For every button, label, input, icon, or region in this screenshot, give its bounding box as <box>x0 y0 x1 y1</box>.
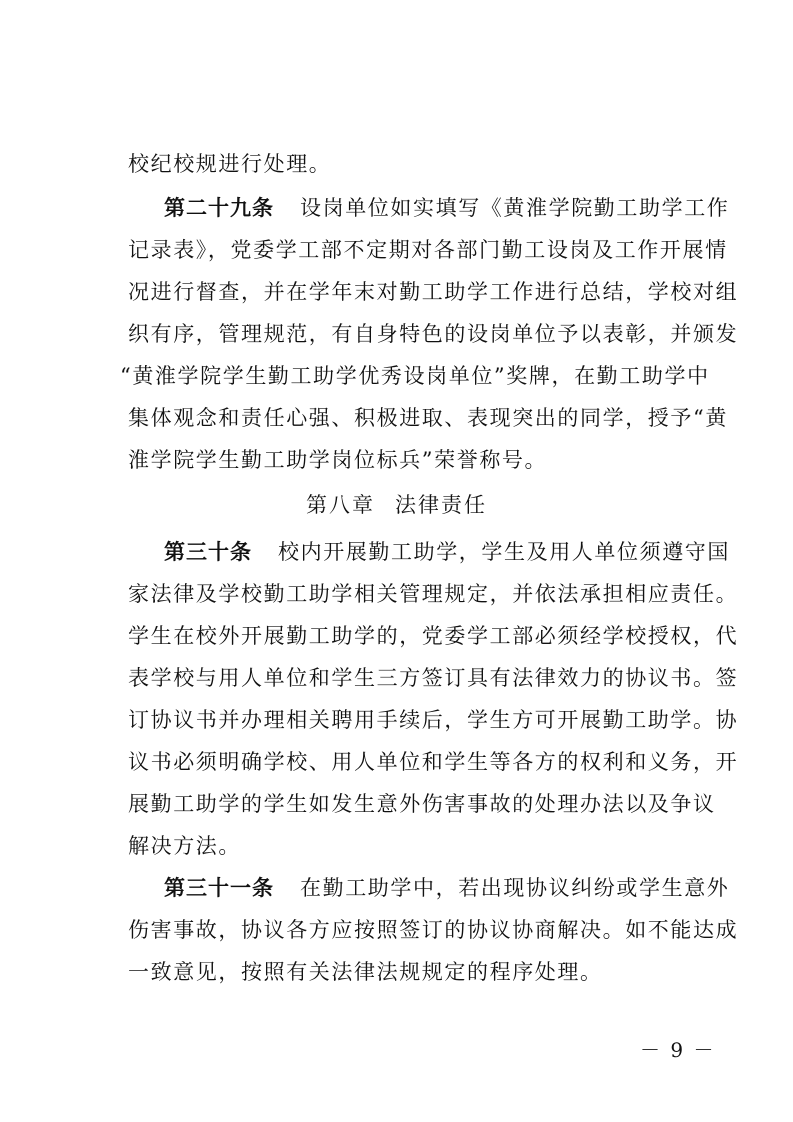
text-line: 议书必须明确学校、用人单位和学生等各方的权利和义务，开 <box>128 750 739 774</box>
article-31-title: 第三十一条 <box>164 876 274 900</box>
article-29-first-line <box>164 196 729 220</box>
text-line: 学生在校外开展勤工助学的，党委学工部必须经学校授权，代 <box>128 624 739 648</box>
text-line: 校纪校规进行处理。 <box>128 152 332 176</box>
text-line: 校内开展勤工助学，学生及用人单位须遵守国 <box>278 540 730 564</box>
text-line: “黄淮学院学生勤工助学优秀设岗单位”奖牌，在勤工助学中 <box>120 364 710 388</box>
chapter-heading <box>0 493 793 517</box>
text-line: 伤害事故，协议各方应按照签订的协议协商解决。如不能达成 <box>128 918 739 942</box>
page-number: － 9 － <box>640 1038 716 1062</box>
article-31-first-line <box>164 876 729 900</box>
text-line: 解决方法。 <box>128 834 241 858</box>
text-line: 设岗单位如实填写《黄淮学院勤工助学工作 <box>300 196 730 220</box>
text-line: 订协议书并办理相关聘用手续后，学生方可开展勤工助学。协 <box>128 708 739 732</box>
text-line: 织有序，管理规范，有自身特色的设岗单位予以表彰，并颁发 <box>128 322 739 346</box>
text-line: 一致意见，按照有关法律法规规定的程序处理。 <box>128 960 603 984</box>
text-line: 记录表》，党委学工部不定期对各部门勤工设岗及工作开展情 <box>128 238 728 262</box>
text-line: 表学校与用人单位和学生三方签订具有法律效力的协议书。签 <box>128 666 739 690</box>
text-line: 展勤工助学的学生如发生意外伤害事故的处理办法以及争议 <box>128 792 716 816</box>
text-line: 况进行督查，并在学年末对勤工助学工作进行总结，学校对组 <box>128 280 739 304</box>
text-line: 淮学院学生勤工助学岗位标兵”荣誉称号。 <box>128 448 548 472</box>
chapter-number: 第八章 <box>306 493 375 517</box>
article-30-first-line <box>164 540 730 564</box>
text-line: 在勤工助学中，若出现协议纠纷或学生意外 <box>300 876 730 900</box>
text-line: 家法律及学校勤工助学相关管理规定，并依法承担相应责任。 <box>128 582 739 606</box>
article-29-title: 第二十九条 <box>164 196 274 220</box>
text-line: 集体观念和责任心强、积极进取、表现突出的同学，授予“黄 <box>128 406 728 430</box>
chapter-title: 法律责任 <box>395 493 487 517</box>
article-30-title: 第三十条 <box>164 540 252 564</box>
